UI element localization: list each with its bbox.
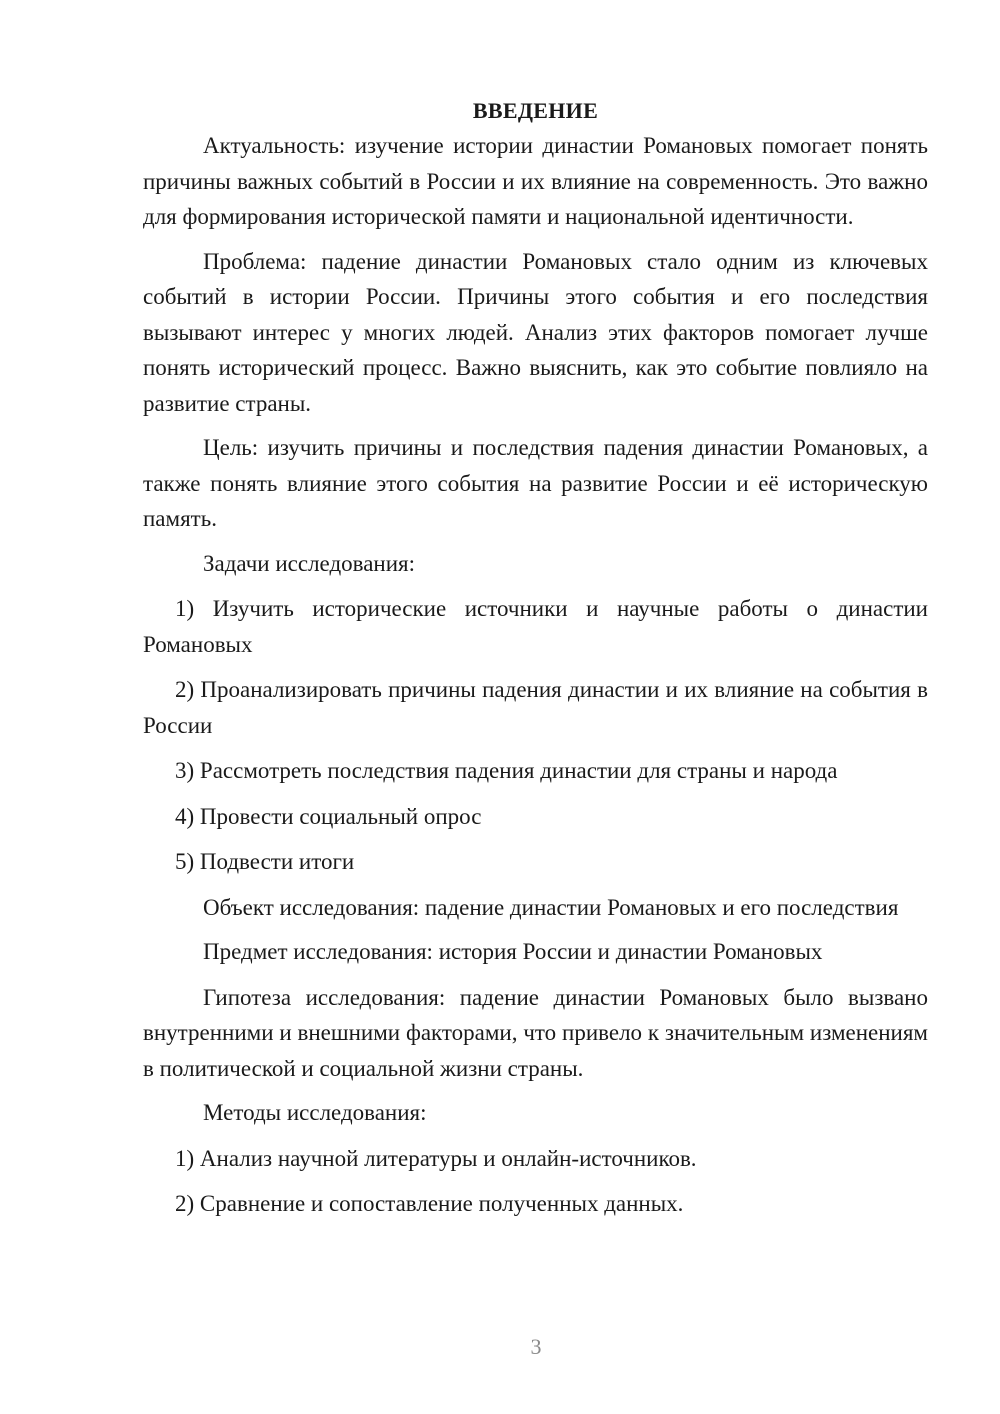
task-item: 3) Рассмотреть последствия падения династии для страны и народа (175, 758, 838, 783)
problem-paragraph: Проблема: падение династии Романовых стало одним из ключевых событий в истории России. Причины этого события и его последствия вызывают интерес у многих людей. Анализ этих факторов помогает лучше понять исторический процесс. Важно выяснить, как это событие повлияло на развитие страны. (143, 248, 928, 416)
tasks-heading: Задачи исследования: (203, 550, 416, 576)
task-item: 5) Подвести итоги (175, 849, 355, 874)
subject-paragraph: Предмет исследования: история России и династии Романовых (203, 939, 823, 964)
page-number: 3 (530, 1334, 542, 1359)
page-content (143, 94, 928, 1232)
relevance-paragraph: Актуальность: изучение истории династии Романовых помогает понять причины важных событий в России и их влияние на современность. Это важно для формирования исторической памяти и национальной идентичности. (143, 133, 928, 229)
hypothesis-paragraph: Гипотеза исследования: падение династии Романовых было вызвано внутренними и внешними факторами, что привело к значительным изменениям в политической и социальной жизни страны. (143, 984, 928, 1081)
task-item: 1) Изучить исторические источники и научные работы о династии Романовых (143, 596, 928, 657)
methods-heading: Методы исследования: (203, 1100, 427, 1125)
task-item: 2) Проанализировать причины падения династии и их влияние на события в России (143, 677, 928, 738)
object-paragraph: Объект исследования: падение династии Романовых и его последствия (203, 894, 899, 920)
task-item: 4) Провести социальный опрос (175, 803, 482, 829)
section-heading: ВВЕДЕНИЕ (472, 98, 599, 123)
method-item: 2) Сравнение и сопоставление полученных данных. (175, 1191, 684, 1216)
goal-paragraph: Цель: изучить причины и последствия падения династии Романовых, а также понять влияние этого события на развитие России и её историческую память. (143, 435, 928, 531)
method-item: 1) Анализ научной литературы и онлайн-источников. (175, 1145, 697, 1171)
